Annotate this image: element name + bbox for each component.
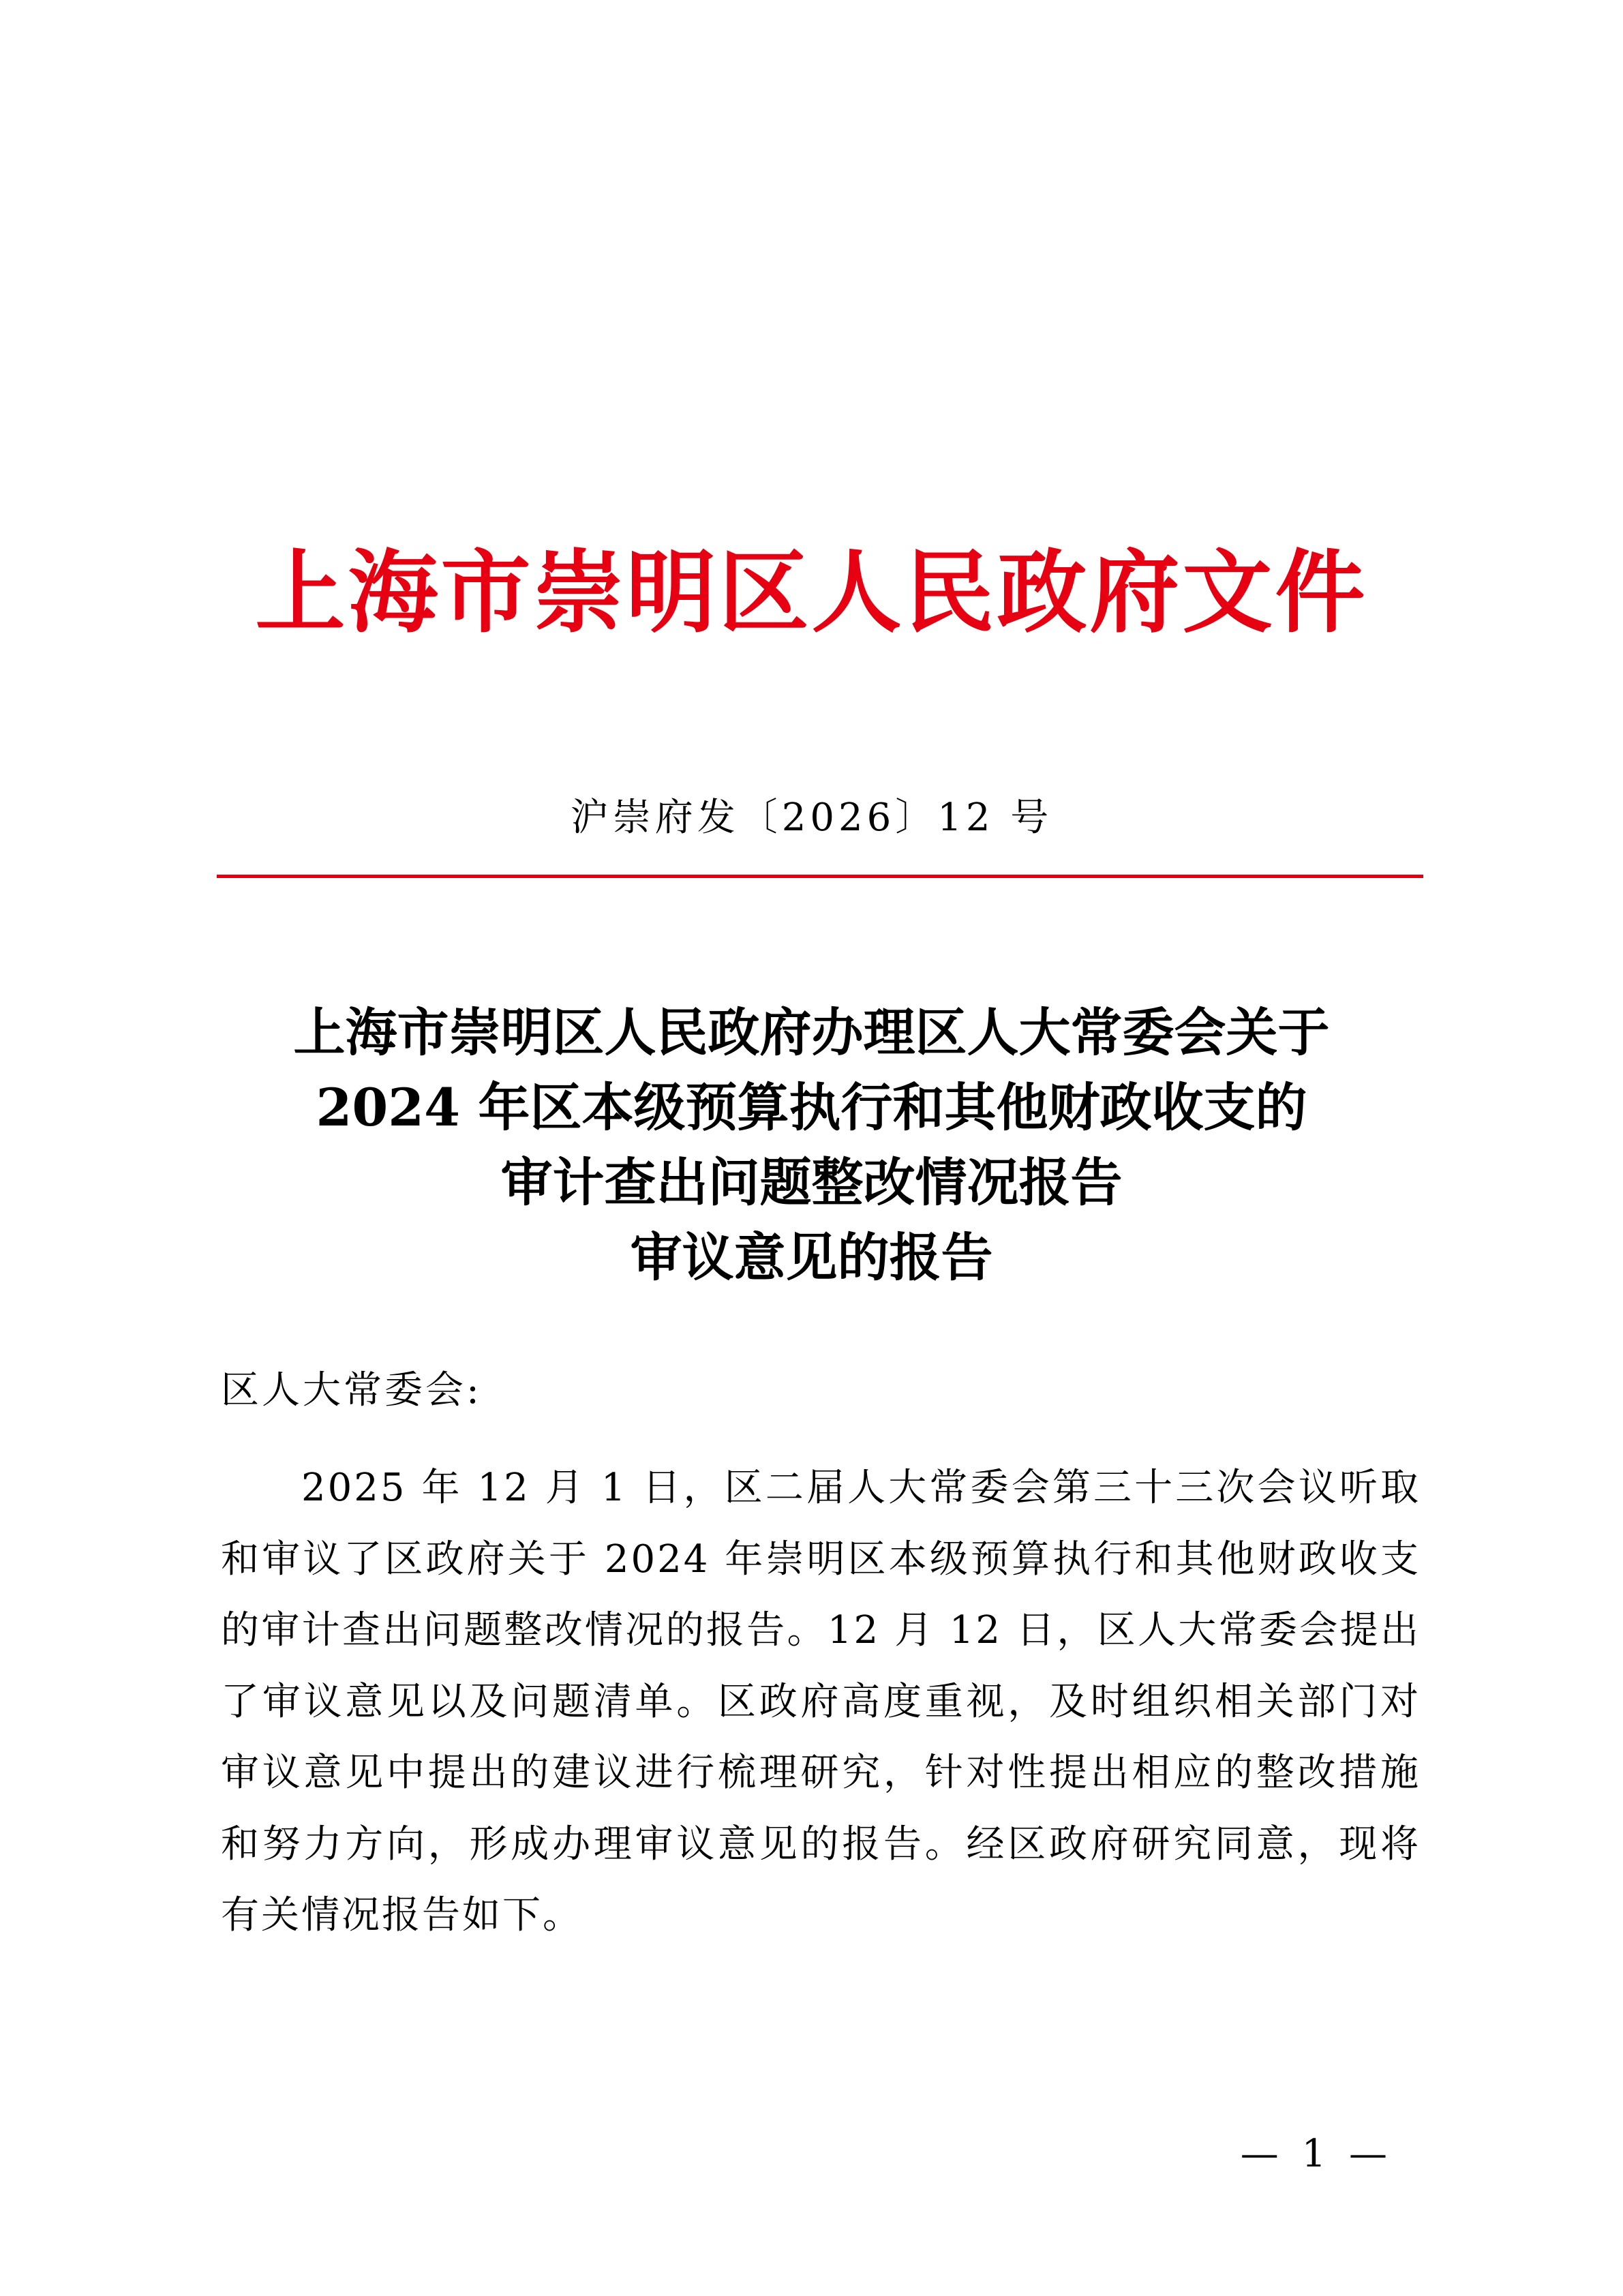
document-masthead: 上海市崇明区人民政府文件: [255, 540, 1368, 646]
title-line: 2024 年区本级预算执行和其他财政收支的: [316, 1077, 1307, 1138]
red-separator-line: [217, 875, 1423, 878]
salutation: 区人大常委会:: [221, 1368, 482, 1413]
title-line: 审议意见的报告: [630, 1227, 993, 1288]
title-line: 审计查出问题整改情况报告: [500, 1152, 1123, 1213]
page-number: — 1 —: [1240, 2132, 1393, 2176]
body-paragraph: 2025 年 12 月 1 日，区二届人大常委会第三十三次会议听取和审议了区政府关于 2024 年崇明区本级预算执行和其他财政收支的审计查出问题整改情况的报告。12 月 12 日，区人大常委会提出了审议意见以及问题清单。区政府高度重视，及时组织相关部门对审议意见中提出的建议进行梳理研究，针对性提出相应的整改措施和努力方向，形成办理审议意见的报告。经区政府研究同意，现将有关情况报告如下。: [221, 1466, 1421, 1937]
title-line: 上海市崇明区人民政府办理区人大常委会关于: [293, 1002, 1330, 1063]
document-number: 沪崇府发〔2026〕12 号: [570, 796, 1053, 840]
document-title: [0, 995, 1623, 1295]
